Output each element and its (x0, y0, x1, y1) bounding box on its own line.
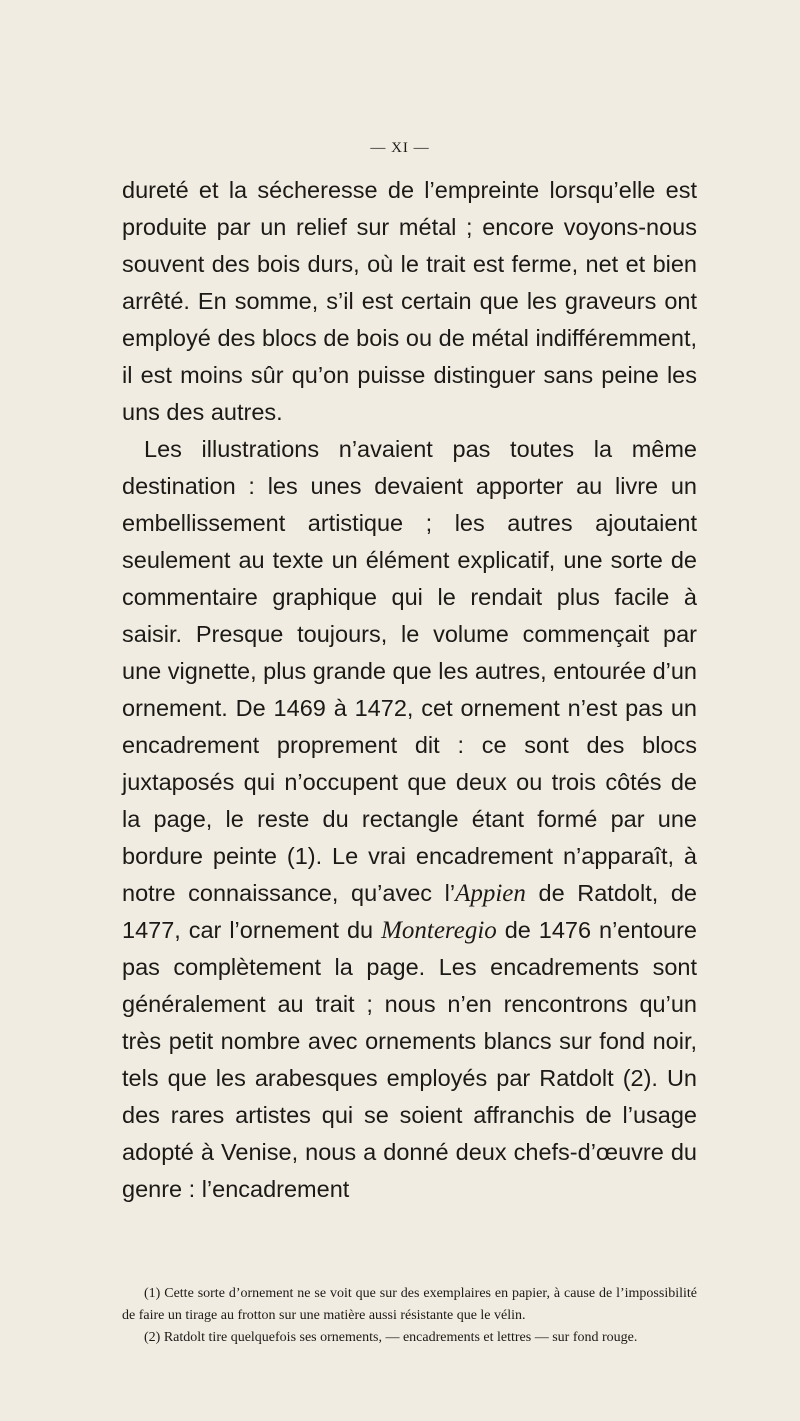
paragraph-2-text-3: de 1476 n’entoure pas complètement la page. Les encadrements sont généralement au trait ; nous n’en rencontrons qu’un très petit nombre avec ornements blancs sur fond noir, tels que les arabesques employés par Ratdolt (2). Un des rares artistes qui se soient affranchis de l’usage adopté à Venise, nous a donné deux chefs-d’œuvre du genre : l’encadrement (122, 917, 697, 1202)
paragraph-2-text-2: de Ratdolt, de 1477, car l’ornement du (122, 880, 697, 943)
footnote-2: (2) Ratdolt tire quelquefois ses ornements, — encadrements et lettres — sur fond rouge. (144, 1330, 638, 1345)
book-title-appien: Appien (455, 880, 526, 907)
book-title-monteregio: Monteregio (381, 917, 497, 944)
paragraph-1: dureté et la sécheresse de l’empreinte lorsqu’elle est produite par un relief sur métal ; encore voyons-nous souvent des bois durs, où le trait est ferme, net et bien arrêté. En somme, s’il est certain que les graveurs ont employé des blocs de bois ou de métal indifféremment, il est moins sûr qu’on puisse distinguer sans peine les uns des autres. (122, 177, 697, 425)
footnote-1: (1) Cette sorte d’ornement ne se voit que sur des exemplaires en papier, à cause de l’impossibilité de faire un tirage au frotton sur une matière aussi résistante que le vélin. (122, 1286, 697, 1323)
paragraph-2 (122, 431, 697, 1208)
paragraph-2-text-1: Les illustrations n’avaient pas toutes la même destination : les unes devaient apporter au livre un embellissement artistique ; les autres ajoutaient seulement au texte un élément explicatif, une sorte de commentaire graphique qui le rendait plus facile à saisir. Presque toujours, le volume commençait par une vignette, plus grande que les autres, entourée d’un ornement. De 1469 à 1472, cet ornement n’est pas un encadrement proprement dit : ce sont des blocs juxtaposés qui n’occupent que deux ou trois côtés de la page, le reste du rectangle étant formé par une bordure peinte (1). Le vrai encadrement n’apparaît, à notre connaissance, qu’avec l’ (122, 436, 697, 906)
main-text (122, 172, 697, 1208)
footnotes (122, 1283, 697, 1349)
page-number: — XI — (370, 140, 430, 156)
